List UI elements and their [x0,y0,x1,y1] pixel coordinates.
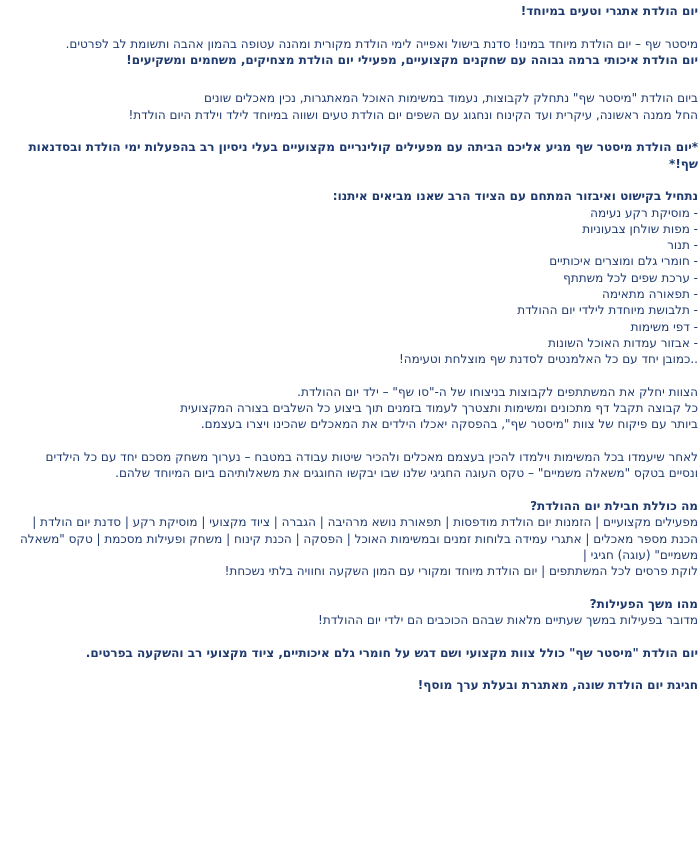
equipment-item: - חומרי גלם ומוצרים איכותיים [549,254,698,269]
equipment-item: - אבזור עמדות האוכל השונות [548,335,698,350]
finale-line: ונסיים בטקס "משאלה משמיים" – טקס העוגה החגיגי שלנו שבו יבקשו החוגגים את משאלותיהם ביום המיוחד שלהם. [115,466,698,481]
teams-line: כל קבוצה תקבל דף מתכונים ומשימות ותצטרך לעמוד בזמנים תוך ביצוע כל השלבים בצורה המקצועית [180,401,698,416]
duration-title: מהו משך הפעילות? [589,596,698,611]
equipment-item: - מפות שולחן צבעוניות [582,221,698,236]
closing-line: חגיגת יום הולדת שונה, מאתגרת ובעלת ערך מוסף! [417,678,698,693]
equipment-item: - דפי משימות [630,319,698,334]
home-note: *יום הולדת מיסטר שף מגיע אליכם הביתה עם מפעילים קולינריים מקצועיים בעלי ניסיון רב בהפעלות ימי הולדת ובסדנאות שף!* [28,140,698,171]
package-title: מה כוללת חבילת יום ההולדת? [530,498,698,513]
equipment-item: - תפאורה מתאימה [602,287,698,302]
duration-text: מדובר בפעילות במשך שעתיים מלאות שבהם הכוכבים הם ילדי יום ההולדת! [318,612,698,627]
equipment-closing: ..כמובן יחד עם כל האלמנטים לסדנת שף מוצלחת וטעימה! [398,352,698,367]
equipment-item: - תלבושת מיוחדת לילדי יום ההולדת [517,303,698,318]
competition-line: ביום הולדת "מיסטר שף" נתחלק לקבוצות, נעמוד במשימות האוכל המאתגרות, נכין מאכלים שונים [204,91,698,106]
package-line: הכנת מספר מאכלים | אתגרי עמידה בלוחות זמנים ובמשימות האוכל | הפסקה | הכנת קינוח | משחק ופעילות מסכמת | טקס "משאלה [19,531,698,546]
package-line: משמיים" (עוגה) חגיגי | [582,547,698,562]
equipment-item: - ערכת שפים לכל משתתף [563,270,698,285]
package-line: מפעילים מקצועיים | הזמנות יום הולדת מודפסות | תפאורת נושא מרהיבה | הגברה | ציוד מקצועי | מוסיקת רקע | סדנת יום הולדת | [32,515,698,530]
finale-line: לאחר שיעמדו בכל המשימות וילמדו להכין בעצמם מאכלים ולהכיר שיטות עבודה במטבח – נערוך משחק מסכם יחד עם כל הילדים [45,450,698,465]
intro-line: יום הולדת איכותי ברמה גבוהה עם שחקנים מקצועיים, מפעילי יום הולדת מצחיקים, משחמים ומשקיעים! [126,52,698,67]
package-line: לוקת פרסים לכל המשתתפים | יום הולדת מיוחד ומקורי עם המון השקעה וחוויה בלתי נשכחת! [224,564,698,579]
equipment-title: נתחיל בקישוט ואיבזור המתחם עם הציוד הרב שאנו מביאים איתנו: [332,189,698,204]
team-note: יום הולדת "מיסטר שף" כולל צוות מקצועי ושם דגש על חומרי גלם איכותיים, ציוד מקצועי רב והשקעה בפרטים. [85,645,698,660]
teams-line: ביותר עם פיקוח של צוות "מיסטר שף", בהפסקה יאכלו הילדים את המאכלים שהכינו ויצרו בעצמם. [200,417,698,432]
intro-line: מיסטר שף – יום הולדת מיוחד במינו! סדנת בישול ואפייה לימי הולדת מקורית ומהנה עטופה בהמון אהבה ותשומת לב לפרטים. [65,36,698,51]
competition-line: החל ממנה ראשונה, עיקרית ועד הקינוח ונחגוג עם השפים יום הולדת טעים ושווה במיוחד לילד וילדת היום הולדת! [128,107,698,122]
equipment-item: - מוסיקת רקע נעימה [590,205,698,220]
page-heading: יום הולדת אתגרי וטעים במיוחד! [520,4,698,18]
equipment-item: - תנור [667,238,698,253]
teams-line: הצוות יחלק את המשתתפים לקבוצות בניצוחו של ה-"סו שף" – ילד יום ההולדת. [297,384,698,399]
